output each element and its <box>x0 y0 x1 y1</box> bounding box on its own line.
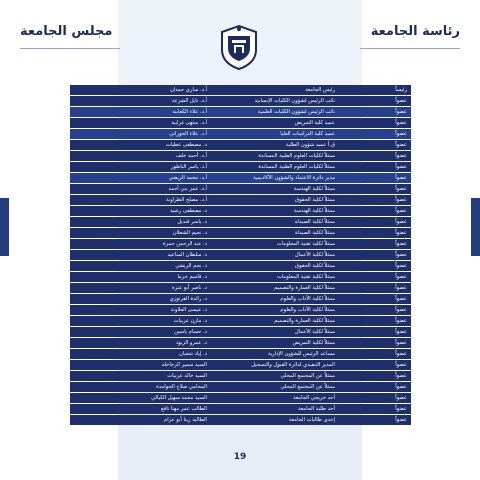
member-title: ممثلاً لكلية الآداب والعلوم <box>280 295 335 302</box>
member-role: عضواً <box>395 130 407 137</box>
table-row <box>70 382 411 392</box>
member-title: ممثلاً لكليات العلوم الطبية المساندة <box>258 163 335 170</box>
member-title: ممثلاً لكلية الآداب والعلوم <box>280 306 335 313</box>
member-role: عضواً <box>395 218 407 225</box>
member-title: المدير التنفيذي لدائرة القبول والتسجيل <box>251 361 335 368</box>
member-name: د. ياسر قنديل <box>177 218 207 225</box>
table-row <box>70 294 411 304</box>
member-name: د. مصطفى عطيات <box>165 141 207 148</box>
member-role: عضواً <box>395 372 407 379</box>
member-name: د. عيسى العلاونة <box>170 306 207 313</box>
table-row <box>70 349 411 359</box>
member-title: ممثلاً لكليات العلوم الطبية المساندة <box>258 152 335 159</box>
member-title: ممثلاً لكلية الهندسة <box>293 207 335 214</box>
member-role: عضواً <box>395 284 407 291</box>
table-row <box>70 140 411 150</box>
table-row <box>70 206 411 216</box>
member-title: إحدى طالبات الجامعة <box>288 416 335 423</box>
member-name: السيد سمير الرجاحلة <box>161 361 207 368</box>
member-role: عضواً <box>395 317 407 324</box>
member-role: عضواً <box>395 174 407 181</box>
member-role: عضواً <box>395 163 407 170</box>
member-role: عضواً <box>395 207 407 214</box>
member-name: د. مصطفى رشيد <box>170 207 207 214</box>
header-right-title: رئاسة الجامعة <box>370 24 460 39</box>
table-row <box>70 261 411 271</box>
member-name: أ.د. عمر بني أحمد <box>168 185 207 192</box>
right-edge-tab <box>471 198 480 256</box>
member-role: رئيساً <box>395 87 407 94</box>
council-members-table <box>70 85 411 426</box>
member-title: ممثلاً لكلية الحقوق <box>295 262 335 269</box>
member-title: عميد كلية التمريض <box>294 120 335 126</box>
member-name: د. سلطان المناعيد <box>167 251 207 258</box>
table-row <box>70 283 411 293</box>
table-row <box>70 239 411 249</box>
member-role: عضواً <box>395 339 407 346</box>
member-role: عضواً <box>395 306 407 313</box>
member-title: أحد خريجي الجامعة <box>293 394 335 401</box>
member-role: عضواً <box>395 196 407 203</box>
table-row <box>70 129 411 139</box>
member-name: د. عبد الرحمن حمزة <box>162 240 207 247</box>
member-title: ممثلاً لكلية تقنية المعلومات <box>276 240 335 247</box>
table-row <box>70 118 411 128</box>
table-row <box>70 217 411 227</box>
member-role: عضواً <box>395 141 407 148</box>
table-row <box>70 184 411 194</box>
member-name: أ.د. علاء الحوراني <box>169 130 207 137</box>
member-name: أ.د. منتهى غرايبة <box>171 120 207 126</box>
table-row <box>70 415 411 425</box>
header-left-divider <box>20 48 120 49</box>
table-row <box>70 371 411 381</box>
member-title: نائب الرئيس لشؤون الكليات الإنسانية <box>254 98 335 105</box>
member-name: د. ناصر أبو عنزة <box>171 284 207 291</box>
member-role: عضواً <box>395 295 407 302</box>
table-row <box>70 250 411 260</box>
member-title: ممثلاً لكلية الهندسة <box>293 185 335 192</box>
member-role: عضواً <box>395 152 407 159</box>
member-role: عضواً <box>395 328 407 335</box>
member-name: د. حسام ياسين <box>174 328 207 335</box>
table-row <box>70 173 411 183</box>
member-title: ممثلاً لكلية الأعمال <box>294 251 335 258</box>
member-role: عضواً <box>395 405 407 412</box>
table-row <box>70 96 411 106</box>
left-edge-tab <box>0 198 9 256</box>
member-role: عضواً <box>395 98 407 105</box>
table-row <box>70 338 411 348</box>
table-row <box>70 316 411 326</box>
member-title: مساعد الرئيس للشؤون الإدارية <box>267 350 335 357</box>
member-name: أ.د. ساري حمدان <box>169 87 207 94</box>
member-title: ممثلاً لكلية العمارة والتصميم <box>274 317 335 324</box>
table-row <box>70 393 411 403</box>
member-name: د. رائدة الفرتوزي <box>169 295 207 302</box>
table-row <box>70 327 411 337</box>
header-left-title: مجلس الجامعة <box>20 24 113 39</box>
member-title: عميد كلية الدراسات العليا <box>280 130 335 137</box>
member-role: عضواً <box>395 185 407 192</box>
member-name: الطالبة زينا أبو عزام <box>163 416 207 423</box>
member-name: المحامي صلاح الحوامدة <box>156 383 207 390</box>
member-name: د. إياد شعبان <box>179 350 207 357</box>
member-title: ممثلاً لكلية الصيدلة <box>294 218 335 225</box>
table-row <box>70 305 411 315</box>
member-title: ممثلاً لكلية تقنية المعلومات <box>276 273 335 280</box>
table-row <box>70 107 411 117</box>
member-name: أ.د. نايل الشرعة <box>171 98 207 105</box>
member-title: ممثلاً عن المجتمع المحلي <box>280 372 335 379</box>
member-role: عضواً <box>395 120 407 126</box>
table-row <box>70 228 411 238</box>
member-title: ممثلاً لكلية الحقوق <box>295 196 335 203</box>
table-row <box>70 272 411 282</box>
member-name: أ.د. محمد الريضي <box>168 174 207 181</box>
table-row <box>70 151 411 161</box>
member-title: نائب الرئيس لشؤون الكليات العلمية <box>257 109 335 116</box>
member-title: ممثلاً لكلية العمارة والتصميم <box>274 284 335 291</box>
member-name: السيد خالد عربيات <box>167 372 207 379</box>
member-role: عضواً <box>395 350 407 357</box>
member-name: أ.د. أحمد خلف <box>175 152 207 159</box>
table-row <box>70 360 411 370</box>
member-title: ممثلاً لكلية الأعمال <box>294 328 335 335</box>
header-right-divider <box>360 48 460 49</box>
member-title: أحد طلبة الجامعة <box>298 405 335 412</box>
member-title: رئيس الجامعة <box>305 87 335 94</box>
member-role: عضواً <box>395 262 407 269</box>
member-title: ممثلاً لكلية التمريض <box>292 339 335 346</box>
member-name: الطالب عمر مهنا نافع <box>160 405 207 412</box>
member-title: مدير دائرة الاعتماد والشؤون الأكاديمية <box>253 174 335 181</box>
table-row <box>70 195 411 205</box>
university-logo <box>214 22 264 72</box>
member-name: السيد محمد سهيل الكيالي <box>151 394 207 401</box>
member-role: عضواً <box>395 240 407 247</box>
table-row <box>70 162 411 172</box>
member-name: أ.د. ياسر الناطور <box>170 163 207 170</box>
member-name: د. نجم الريشي <box>175 262 207 269</box>
member-role: عضواً <box>395 229 407 236</box>
member-title: ممثلاً لكلية الصيدلة <box>294 229 335 236</box>
member-name: أ.د. مصلح الطراونة <box>165 196 207 203</box>
member-role: عضواً <box>395 109 407 116</box>
table-row <box>70 85 411 95</box>
member-role: عضواً <box>395 416 407 423</box>
member-title: ق.أ عميد شؤون الطلبة <box>285 141 335 148</box>
member-name: د. عمرو الزيود <box>175 339 207 346</box>
member-role: عضواً <box>395 361 407 368</box>
member-name: د. مازن عربيات <box>173 317 207 324</box>
member-role: عضواً <box>395 251 407 258</box>
member-role: عضواً <box>395 273 407 280</box>
member-name: أ.د. علاء الكعابنة <box>172 109 207 116</box>
member-title: ممثلاً عن المجتمع المحلي <box>280 383 335 390</box>
member-role: عضواً <box>395 394 407 401</box>
member-role: عضواً <box>395 383 407 390</box>
member-name: د. نجيم الشعلان <box>172 229 207 236</box>
member-name: د. قاسم خرما <box>177 273 207 280</box>
page-number: 19 <box>233 452 247 462</box>
table-row <box>70 404 411 414</box>
